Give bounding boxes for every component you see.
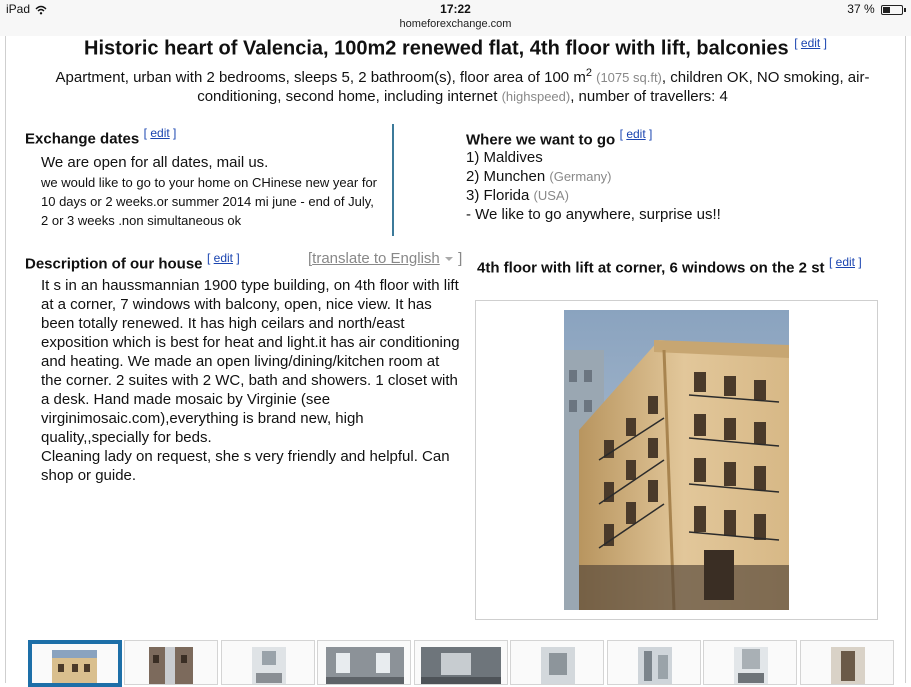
edit-photo-caption-link[interactable]: [ edit ] — [828, 255, 862, 269]
thumbnail-7[interactable] — [607, 640, 701, 685]
dates-line-1: We are open for all dates, mail us. — [41, 154, 269, 171]
destination-item: - We like to go anywhere, surprise us!! — [466, 206, 721, 223]
edit-destinations-link[interactable]: [ edit ] — [619, 127, 653, 141]
edit-title-link[interactable]: [ edit ] — [794, 36, 827, 50]
page-edge-left — [5, 36, 6, 683]
main-photo[interactable] — [564, 310, 789, 610]
thumbnail-9[interactable] — [800, 640, 894, 685]
edit-description-link[interactable]: [ edit ] — [206, 251, 240, 265]
description-paragraph: Cleaning lady on request, she s very friendly and helpful. Can shop or guide. — [41, 448, 450, 484]
area-sqft: (1075 sq.ft) — [596, 70, 662, 85]
internet-speed: (highspeed) — [501, 89, 571, 104]
thumbnail-1[interactable] — [28, 640, 122, 687]
address-bar[interactable]: homeforexchange.com — [399, 18, 512, 30]
thumbnail-5[interactable] — [414, 640, 508, 685]
translate-dropdown[interactable]: [translate to English ] — [308, 250, 463, 267]
destination-item: 3) Florida (USA) — [466, 187, 569, 204]
listing-title: Historic heart of Valencia, 100m2 renewed flat, 4th floor with lift, balconies — [84, 37, 789, 60]
dates-line-2: we would like to go to your home on CHinese new year for 10 days or 2 weeks.or summer 2014 mi june - end of July, 2 or 3 weeks .non simultaneous ok — [41, 175, 378, 228]
page-edge-right — [905, 36, 906, 683]
clock: 17:22 — [440, 2, 471, 16]
section-divider — [392, 124, 394, 236]
destination-item: 1) Maldives — [466, 149, 543, 166]
where-to-go-section — [466, 127, 886, 149]
exchange-dates-section — [25, 126, 380, 148]
exchange-dates-title: Exchange dates — [25, 130, 140, 148]
chevron-down-icon — [444, 256, 454, 263]
thumbnail-6[interactable] — [510, 640, 604, 685]
photo-caption — [477, 252, 897, 278]
destination-list — [466, 148, 886, 224]
edit-dates-link[interactable]: [ edit ] — [143, 126, 177, 140]
destination-item: 2) Munchen (Germany) — [466, 168, 612, 185]
battery-status — [847, 2, 903, 16]
thumbnail-8[interactable] — [703, 640, 797, 685]
battery-icon — [881, 5, 903, 15]
thumbnail-2[interactable] — [124, 640, 218, 685]
listing-summary: Apartment, urban with 2 bedrooms, sleeps 5, 2 bathroom(s), floor area of 100 $m^2$ (1075 sq.ft), children OK, NO smoking, air-conditioning, second home, including internet (highspeed), number of travellers: 4 — [55, 67, 870, 105]
battery-percent: 37 % — [847, 2, 875, 16]
thumbnail-3[interactable] — [221, 640, 315, 685]
where-to-go-title: Where we want to go — [466, 131, 616, 149]
description-paragraph: It s in an haussmannian 1900 type building, on 4th floor with lift at a corner, 7 windows with balcony, open, nice view. It has been totally renewed. It has high ceilars and north/east exposition which is best for heat and light.it has air conditioning and heating. We made an open living/dining/kitchen room at the corner. 2 suites with 2 WC, bath and showers. 1 closet with a desk. Hand made mosaic by Virginie (see virginimosaic.com),everything is brand new, high quality,,specially for beds. — [41, 277, 460, 446]
thumbnail-4[interactable] — [317, 640, 411, 685]
listing-title-row — [0, 36, 911, 61]
description-header — [25, 251, 310, 273]
photo-caption-text: 4th floor with lift at corner, 6 windows on the 2 st — [477, 259, 825, 277]
translate-label: translate to English — [312, 250, 440, 267]
ios-status-bar — [0, 0, 911, 36]
thumbnail-strip — [28, 640, 894, 683]
description-title: Description of our house — [25, 255, 203, 273]
description-text — [41, 276, 463, 485]
device-name: iPad — [6, 2, 31, 16]
